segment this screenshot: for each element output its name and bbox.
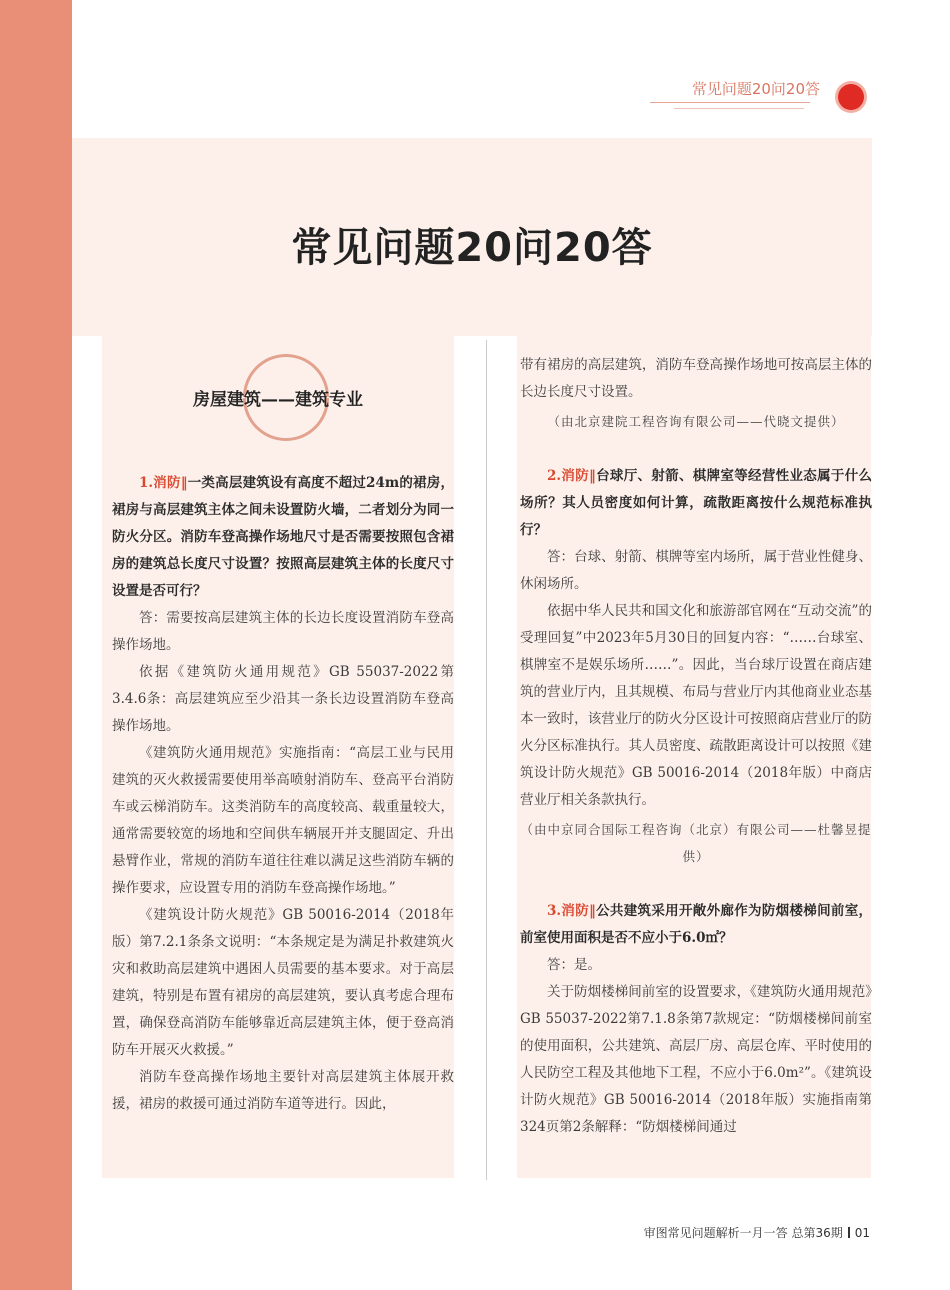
question-number: 3.消防‖	[547, 903, 596, 919]
page-number: 01	[854, 1226, 870, 1240]
left-color-band	[0, 0, 72, 1290]
body-paragraph: 答：台球、射箭、棋牌等室内场所，属于营业性健身、休闲场所。	[520, 549, 872, 592]
section-title: 房屋建筑——建筑专业	[193, 390, 363, 410]
body-paragraph: 《建筑防火通用规范》实施指南：“高层工业与民用建筑的灭火救援需要使用举高喷射消防车、登高平台消防车或云梯消防车。这类消防车的高度较高、载重量较大，通常需要较宽的场地和空间供车辆展开并支腿固定、升出悬臂作业，常规的消防车道往往难以满足这些消防车辆的操作要求，应设置专用的消防车登高操作场地。”	[112, 745, 454, 896]
section-heading	[102, 350, 454, 445]
body-paragraph: 答：是。	[547, 957, 601, 973]
question-paragraph	[112, 470, 454, 605]
left-column-text	[112, 470, 454, 1118]
header-tag-text: 常见问题20问20答	[691, 80, 820, 98]
body-paragraph: 答：需要按高层建筑主体的长边长度设置消防车登高操作场地。	[112, 610, 454, 653]
page-title: 常见问题20问20答	[291, 225, 653, 271]
column-divider	[486, 340, 487, 1180]
right-column-text	[520, 352, 872, 1141]
question-number: 2.消防‖	[547, 468, 596, 484]
body-paragraph: 关于防烟楼梯间前室的设置要求，《建筑防火通用规范》GB 55037-2022第7.1.8条第7款规定：“防烟楼梯间前室的使用面积，公共建筑、高层厂房、高层仓库、平时使用的人民防空工程及其他地下工程，不应小于6.0m²”。《建筑设计防火规范》GB 50016-2014（2018年版）实施指南第324页第2条解释：“防烟楼梯间通过	[520, 984, 872, 1135]
question-text: 一类高层建筑设有高度不超过24m的裙房，裙房与高层建筑主体之间未设置防火墙，二者划分为同一防火分区。消防车登高操作场地尺寸是否需要按照包含裙房的建筑总长度尺寸设置？按照高层建筑主体的长度尺寸设置是否可行？	[112, 475, 454, 599]
body-paragraph: 依据《建筑防火通用规范》GB 55037-2022第3.4.6条：高层建筑应至少沿其一条长边设置消防车登高操作场地。	[112, 664, 454, 734]
question-number: 1.消防‖	[139, 475, 188, 491]
question-paragraph	[520, 463, 872, 544]
source-credit: （由北京建院工程咨询有限公司——代晓文提供）	[547, 414, 845, 429]
footer-separator	[848, 1227, 850, 1238]
header-tag	[670, 74, 870, 114]
page-footer	[644, 1224, 870, 1241]
body-paragraph: 依据中华人民共和国文化和旅游部官网在“互动交流”的受理回复”中2023年5月30日的回复内容：“……台球室、棋牌室不是娱乐场所……”。因此，当台球厅设置在商店建筑的营业厅内，且其规模、布局与营业厅内其他商业业态基本一致时，该营业厅的防火分区设计可按照商店营业厅的防火分区标准执行。其人员密度、疏散距离设计可以按照《建筑设计防火规范》GB 50016-2014（2018年版）中商店营业厅相关条款执行。	[520, 603, 872, 808]
question-text: 台球厅、射箭、棋牌室等经营性业态属于什么场所？其人员密度如何计算，疏散距离按什么规范标准执行？	[520, 468, 873, 538]
paragraph-gap	[520, 435, 872, 463]
footer-journal: 审图常见问题解析一月一答 总第36期	[643, 1226, 843, 1240]
header-rule-secondary	[674, 108, 804, 109]
red-dot-icon	[838, 84, 864, 110]
body-paragraph: 带有裙房的高层建筑，消防车登高操作场地可按高层主体的长边长度尺寸设置。	[520, 357, 872, 400]
question-paragraph	[520, 898, 872, 952]
body-paragraph: 消防车登高操作场地主要针对高层建筑主体展开救援，裙房的救援可通过消防车道等进行。因此，	[112, 1069, 454, 1112]
body-paragraph: 《建筑设计防火规范》GB 50016-2014（2018年版）第7.2.1条条文说明：“本条规定是为满足扑救建筑火灾和救助高层建筑中遇困人员需要的基本要求。对于高层建筑，特别是布置有裙房的高层建筑，要认真考虑合理布置，确保登高消防车能够靠近高层建筑主体，便于登高消防车开展灭火救援。”	[112, 907, 454, 1058]
header-rule	[650, 102, 810, 103]
source-credit: （由中京同合国际工程咨询（北京）有限公司——杜馨昱提供）	[520, 822, 872, 864]
paragraph-gap	[520, 870, 872, 898]
question-text: 公共建筑采用开敞外廊作为防烟楼梯间前室，前室使用面积是否不应小于6.0㎡？	[520, 903, 873, 946]
title-band	[72, 138, 872, 336]
